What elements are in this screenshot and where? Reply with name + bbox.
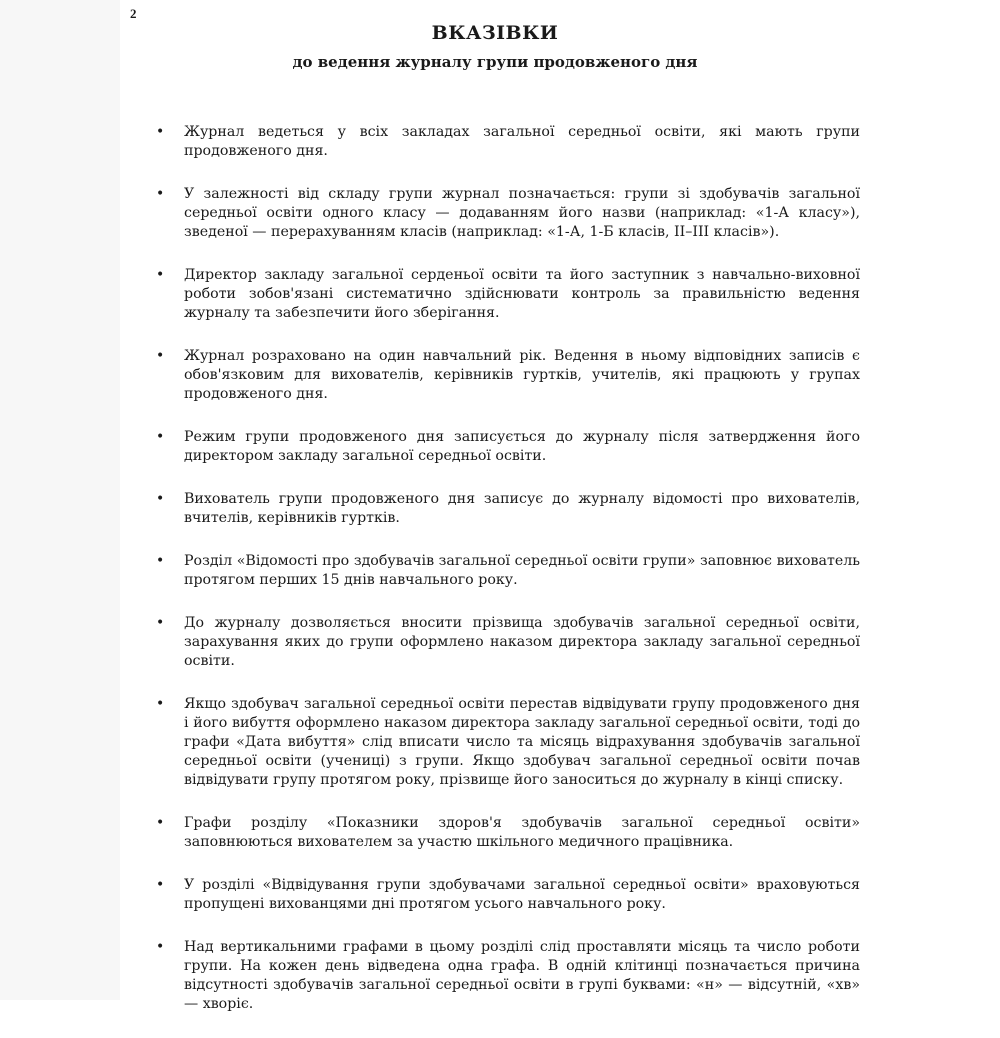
bullet-icon: • xyxy=(156,124,165,140)
list-item xyxy=(150,876,860,914)
bullet-icon: • xyxy=(156,186,165,202)
list-item xyxy=(150,938,860,1014)
instructions-list xyxy=(150,123,860,1038)
list-item xyxy=(150,347,860,404)
bullet-icon: • xyxy=(156,615,165,631)
list-item-text: Графи розділу «Показники здоров'я здобувачів загальної середньої освіти» заповнюються вихователем за участю шкільного медичного працівника. xyxy=(184,815,860,850)
bullet-icon: • xyxy=(156,877,165,893)
list-item-text: Режим групи продовженого дня записується до журналу після затвердження його директором закладу загальної середньої освіти. xyxy=(184,429,860,464)
list-item-text: У залежності від складу групи журнал позначається: групи зі здобувачів загальної середньої освіти одного класу — додаванням його назви (наприклад: «1-А класу»), зведеної — перерахуванням класів (наприклад: «1-А, 1-Б класів, ІІ–ІІІ класів»). xyxy=(184,186,860,240)
list-item-text: Вихователь групи продовженого дня записує до журналу відомості про вихователів, вчителів, керівників гуртків. xyxy=(184,491,860,526)
bullet-icon: • xyxy=(156,815,165,831)
list-item xyxy=(150,814,860,852)
page-number: 2 xyxy=(130,6,137,21)
list-item-text: Журнал розраховано на один навчальний рік. Ведення в ньому відповідних записів є обов'язковим для вихователів, керівників гуртків, учителів, які працюють у групах продовженого дня. xyxy=(184,348,860,402)
list-item-text: Якщо здобувач загальної середньої освіти перестав відвідувати групу продовженого дня і його вибуття оформлено наказом директора закладу загальної середньої освіти, тоді до графи «Дата вибуття» слід вписати число та місяць відрахування здобувачів загальної середньої освіти (учениці) з групи. Якщо здобувач загальної середньої освіти почав відвідувати групу протягом року, прізвище його заноситься до журналу в кінці списку. xyxy=(184,696,860,788)
list-item-text: Журнал ведеться у всіх закладах загальної середньої освіти, які мають групи продовженого дня. xyxy=(184,124,860,159)
list-item-text: Директор закладу загальної серденьої освіти та його заступник з навчально-виховної роботи зобов'язані систематично здійснювати контроль за правильністю ведення журналу та забезпечити його зберігання. xyxy=(184,267,860,321)
list-item xyxy=(150,185,860,242)
page-title: ВКАЗІВКИ xyxy=(431,22,559,44)
bullet-icon: • xyxy=(156,491,165,507)
list-item-text: Розділ «Відомості про здобувачів загальної середньої освіти групи» заповнює вихователь протягом перших 15 днів навчального року. xyxy=(184,553,860,588)
bullet-icon: • xyxy=(156,553,165,569)
bullet-icon: • xyxy=(156,429,165,445)
list-item xyxy=(150,266,860,323)
list-item xyxy=(150,123,860,161)
list-item xyxy=(150,490,860,528)
list-item-text: Над вертикальними графами в цьому розділі слід проставляти місяць та число роботи групи. На кожен день відведена одна графа. В одній клітинці позначається причина відсутності здобувачів загальної середньої освіти в групі буквами: «н» — відсутній, «хв» — хворіє. xyxy=(184,939,860,1012)
list-item xyxy=(150,552,860,590)
bullet-icon: • xyxy=(156,267,165,283)
list-item xyxy=(150,695,860,790)
list-item-text: У розділі «Відвідування групи здобувачами загальної середньої освіти» враховуються пропущені вихованцями дні протягом усього навчального року. xyxy=(184,877,860,912)
bullet-icon: • xyxy=(156,939,165,955)
list-item xyxy=(150,614,860,671)
list-item xyxy=(150,428,860,466)
bullet-icon: • xyxy=(156,696,165,712)
page-subtitle: до ведення журналу групи продовженого дня xyxy=(292,53,698,71)
list-item-text: До журналу дозволяється вносити прізвища здобувачів загальної середньої освіти, зарахування яких до групи оформлено наказом директора закладу загальної середньої освіти. xyxy=(184,615,860,669)
bullet-icon: • xyxy=(156,348,165,364)
